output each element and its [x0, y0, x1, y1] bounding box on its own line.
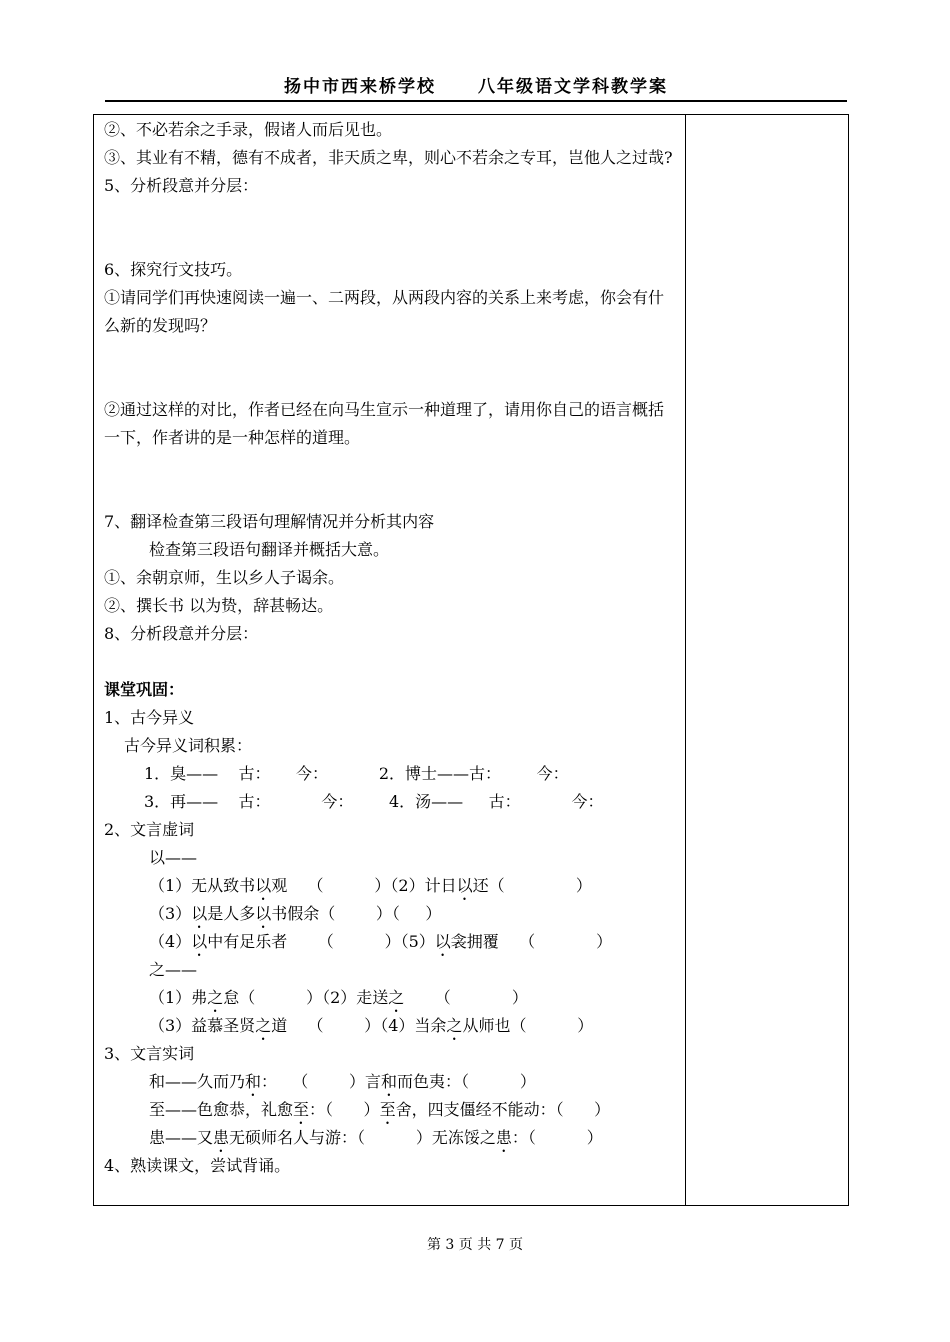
text-line: ①、余朝京师，生以乡人子谒余。	[104, 568, 345, 587]
text-line: 患——又患无硕师名人与游：（ ）无冻馁之患：（ ）	[149, 1128, 603, 1147]
item-heading: 1、古今异义	[104, 708, 195, 727]
content-cell	[104, 116, 679, 1180]
text-line: ③、其业有不精，德有不成者，非天质之卑，则心不若余之专耳，岂他人之过哉?	[104, 148, 673, 167]
text-line: （1）无从致书以观 （ ）（2）计日以还（ ）	[149, 876, 592, 895]
text-line: 之——	[149, 960, 198, 979]
text-line: ②通过这样的对比，作者已经在向马生宣示一种道理了，请用你自己的语言概括一下，作者讲的是一种怎样的道理。	[104, 400, 665, 447]
text-line: 1．臭—— 古： 今： 2．博士——古： 今：	[144, 764, 569, 783]
text-line: 古今异义词积累：	[124, 736, 253, 755]
item-heading: 2、文言虚词	[104, 820, 195, 839]
question-6: 6、探究行文技巧。	[104, 260, 243, 279]
text-line: ①请同学们再快速阅读一遍一、二两段，从两段内容的关系上来考虑，你会有什么新的发现吗？	[104, 288, 665, 335]
question-8: 8、分析段意并分层：	[104, 624, 259, 643]
section-heading: 课堂巩固：	[104, 680, 185, 699]
text-line: （1）弗之怠（ ）（2）走送之 （ ）	[149, 988, 528, 1007]
page-number: 第 3 页 共 7 页	[426, 1237, 524, 1253]
text-line: （3）益慕圣贤之道 （ ）（4）当余之从师也（ ）	[149, 1016, 594, 1035]
item-heading: 4、熟读课文，尝试背诵。	[104, 1156, 291, 1175]
text-line: （3）以是人多以书假余（ ）（ ）	[149, 904, 442, 923]
school-name: 扬中市西来桥学校	[284, 77, 436, 97]
text-line: 检查第三段语句翻译并概括大意。	[149, 540, 390, 559]
question-5: 5、分析段意并分层：	[104, 176, 259, 195]
text-line: 3．再—— 古： 今： 4．汤—— 古： 今：	[144, 792, 604, 811]
item-heading: 3、文言实词	[104, 1044, 195, 1063]
text-line: 和——久而乃和： （ ）言和而色夷：（ ）	[149, 1072, 536, 1091]
subject-title: 八年级语文学科教学案	[478, 77, 668, 97]
text-line: 至——色愈恭，礼愈至：（ ）至舍，四支僵经不能动：（ ）	[149, 1100, 611, 1119]
text-line: ②、不必若余之手录，假诸人而后见也。	[104, 120, 393, 139]
column-divider	[685, 114, 686, 1206]
text-line: 以——	[149, 848, 198, 867]
question-7: 7、翻译检查第三段语句理解情况并分析其内容	[104, 512, 435, 531]
text-line: （4）以中有足乐者 （ ）（5）以衾拥覆 （ ）	[149, 932, 613, 951]
text-line: ②、撰长书 以为贽，辞甚畅达。	[104, 596, 334, 615]
page-header	[105, 74, 847, 102]
